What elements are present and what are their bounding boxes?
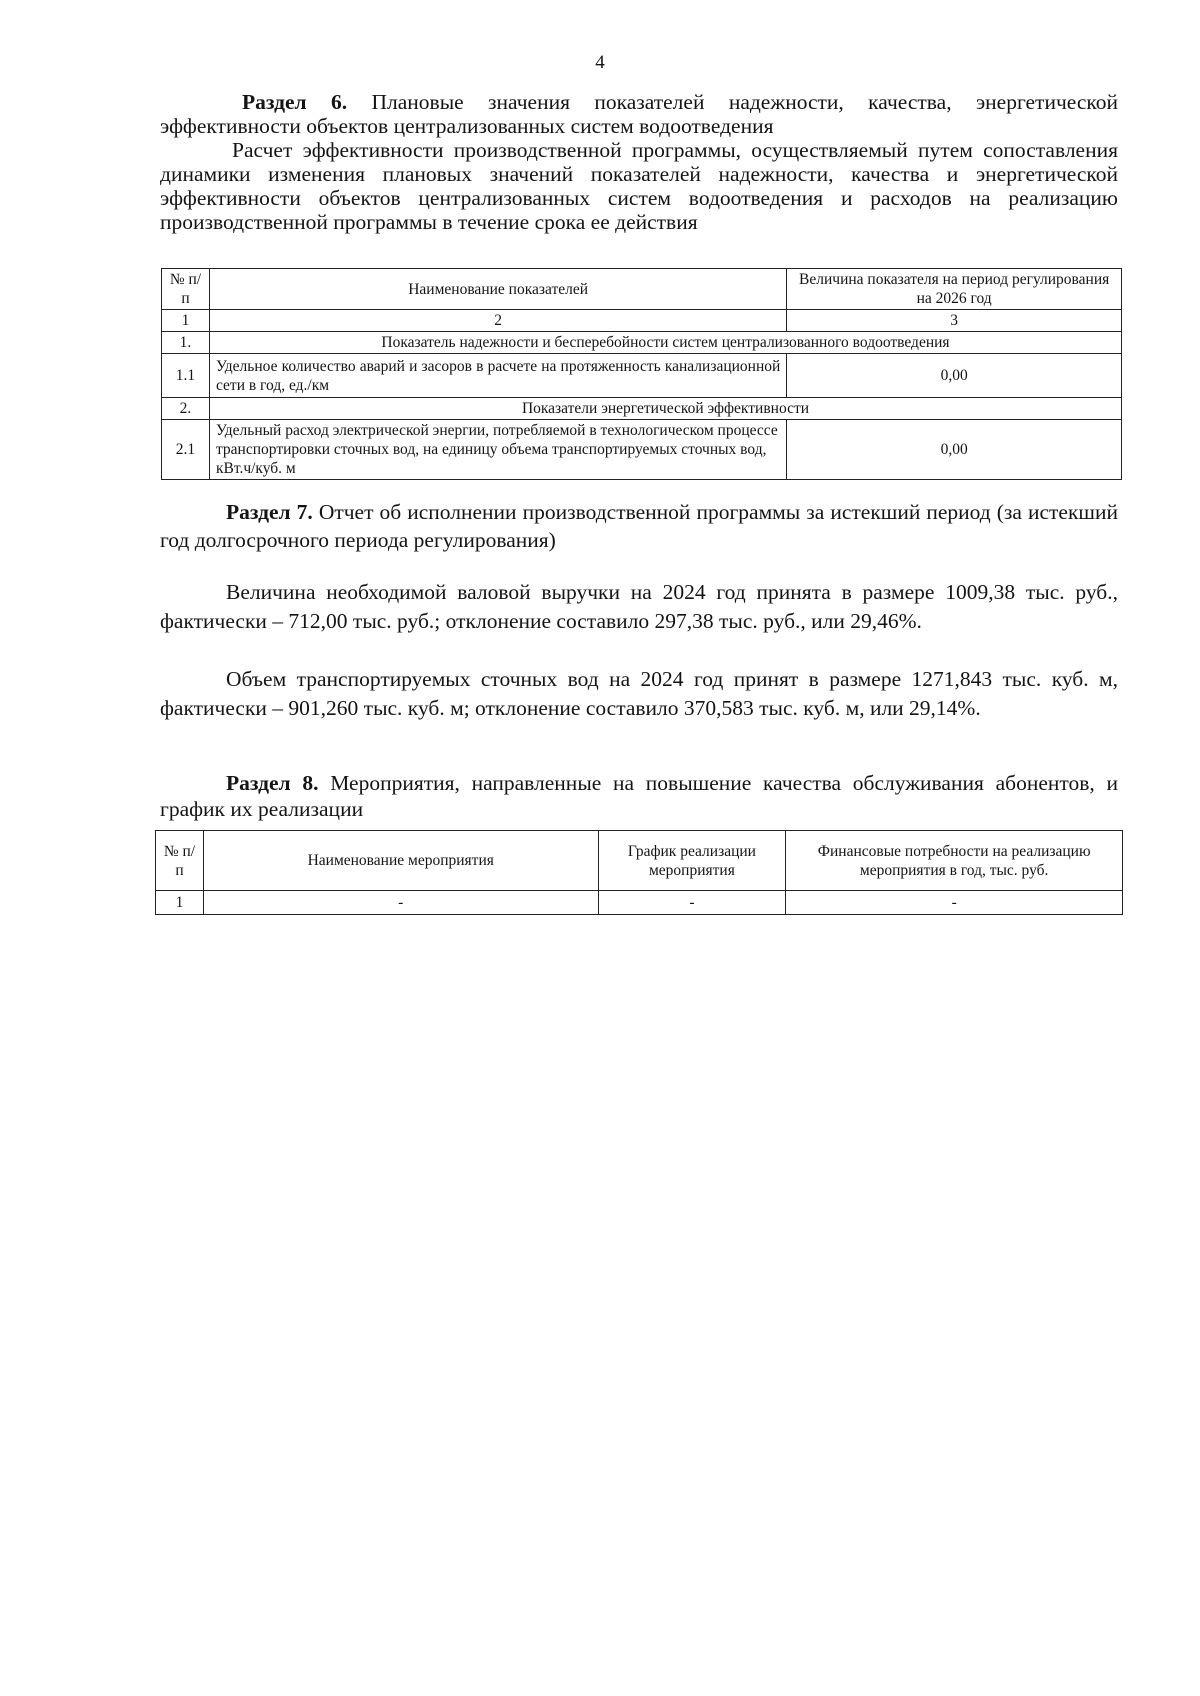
row-name: Удельный расход электрической энергии, потребляемой в технологическом процессе транспортировки сточных вод, на единицу объема транспортируемых сточных вод, кВт.ч/куб. м [209,420,786,480]
section7-para1-text: Величина необходимой валовой выручки на 2024 год принята в размере 1009,38 тыс. руб., фактически – 712,00 тыс. руб.; отклонение составило 297,38 тыс. руб., или 29,46%. [160,580,1118,633]
row-schedule: - [598,891,786,915]
row-no: 1.1 [162,354,210,398]
page-number: 4 [595,52,605,73]
header-name: Наименование показателей [209,269,786,310]
group-no: 2. [162,398,210,420]
section7-label: Раздел 7. [226,500,313,524]
table-row [162,354,1122,398]
index-cell: 2 [209,310,786,332]
group-no: 1. [162,332,210,354]
group-title: Показатель надежности и бесперебойности систем централизованного водоотведения [209,332,1121,354]
section6-intro-text: Расчет эффективности производственной программы, осуществляемый путем сопоставления динамики изменения плановых значений показателей надежности, качества и энергетической эффективности объектов централизованных систем водоотведения и расходов на реализацию производственной программы в течение срока ее действия [160,138,1118,234]
table-header-row [156,831,1123,891]
section6-heading-text: Плановые значения показателей надежности, качества, энергетической эффективности объектов централизованных систем водоотведения [160,90,1118,138]
table-header-row [162,269,1122,310]
section7-paragraph [160,665,1118,723]
section8-heading [160,770,1118,822]
header-no: № п/п [156,831,204,891]
section7-paragraph [160,578,1118,636]
row-name: - [203,891,598,915]
index-cell: 1 [162,310,210,332]
section6-intro [160,138,1118,234]
index-cell: 3 [787,310,1122,332]
section7-heading-text: Отчет об исполнении производственной программы за истекший период (за истекший год долгосрочного периода регулирования) [160,500,1118,552]
table-row [156,891,1123,915]
row-name: Удельное количество аварий и засоров в расчете на протяженность канализационной сети в год, ед./км [209,354,786,398]
row-no: 2.1 [162,420,210,480]
section7-heading [160,498,1118,554]
group-title: Показатели энергетической эффективности [209,398,1121,420]
header-schedule: График реализации мероприятия [598,831,786,891]
row-value: 0,00 [787,354,1122,398]
header-value: Величина показателя на период регулирования на 2026 год [787,269,1122,310]
measures-table [155,830,1123,915]
header-no: № п/п [162,269,210,310]
row-value: 0,00 [787,420,1122,480]
section7-para2-text: Объем транспортируемых сточных вод на 2024 год принят в размере 1271,843 тыс. куб. м, фактически – 901,260 тыс. куб. м; отклонение составило 370,583 тыс. куб. м, или 29,14%. [160,667,1118,720]
indicators-table [161,268,1122,480]
table-group-row [162,398,1122,420]
section6-heading [160,90,1118,138]
section8-heading-text: Мероприятия, направленные на повышение качества обслуживания абонентов, и график их реализации [160,771,1118,821]
header-name: Наименование мероприятия [203,831,598,891]
section8-label: Раздел 8. [226,771,319,795]
table-row [162,420,1122,480]
section6-label: Раздел 6. [242,90,348,114]
header-finance: Финансовые потребности на реализацию мероприятия в год, тыс. руб. [786,831,1123,891]
table-group-row [162,332,1122,354]
row-finance: - [786,891,1123,915]
table-index-row [162,310,1122,332]
row-no: 1 [156,891,204,915]
